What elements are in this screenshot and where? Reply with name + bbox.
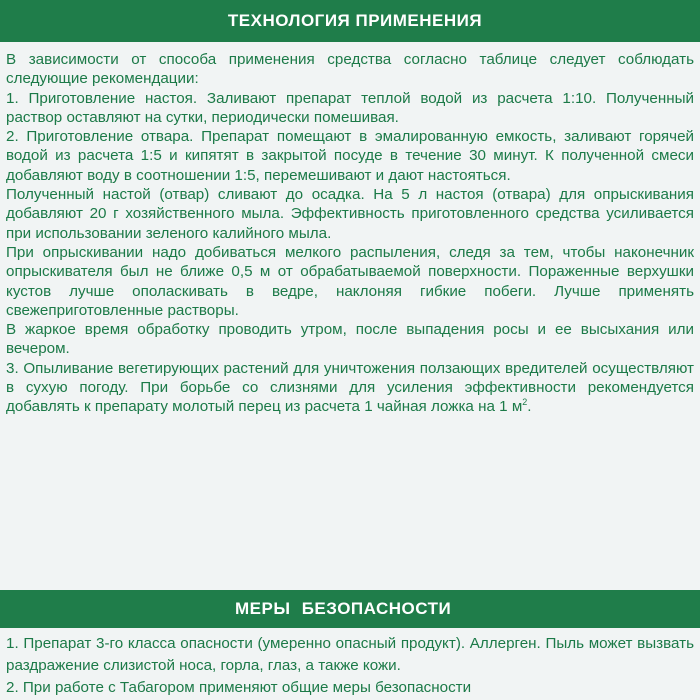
section-header-safety <box>0 590 700 628</box>
usage-item-dusting-end: . <box>527 398 532 416</box>
usage-item-infusion: 1. Приготовление настоя. Заливают препарат теплой водой из расчета 1:10. Полученный раствор оставляют на сутки, периодически помешивая. <box>6 89 694 126</box>
usage-section <box>6 50 694 417</box>
usage-item-decoction: 2. Приготовление отвара. Препарат помещают в эмалированную емкость, заливают горячей водой из расчета 1:5 и кипятят в закрытой посуде в течение 30 минут. К полученной смеси добавляют воду в соотношении 1:5, перемешивают и дают настояться. <box>6 128 694 184</box>
usage-item-dusting <box>6 359 694 417</box>
usage-paragraph-spraying: При опрыскивании надо добиваться мелкого распыления, следя за тем, чтобы наконечник опрыскивателя был не ближе 0,5 м от обрабатываемой поверхности. Пораженные верхушки кустов лучше ополаскивать в ведре, наклоняя гибкие побеги. Лучше применять свежеприготовленные растворы. <box>6 243 694 319</box>
safety-item-general-measures: 2. При работе с Табагором применяют общие меры безопасности <box>6 679 472 696</box>
section-title-safety: МЕРЫ БЕЗОПАСНОСТИ <box>235 599 452 618</box>
usage-intro: В зависимости от способа применения средства согласно таблице следует соблюдать следующие рекомендации: <box>6 51 694 88</box>
usage-paragraph-timing: В жаркое время обработку проводить утром, после выпадения росы и ее высыхания или вечером. <box>6 321 694 358</box>
superscript-square: 2 <box>522 397 528 408</box>
usage-paragraph-soap: Полученный настой (отвар) сливают до осадка. На 5 л настоя (отвара) для опрыскивания добавляют 20 г хозяйственного мыла. Эффективность приготовленного средства усиливается при использовании зеленого калийного мыла. <box>6 186 694 242</box>
safety-item-hazard-class: 1. Препарат 3-го класса опасности (умеренно опасный продукт). Аллерген. Пыль может вызвать раздражение слизистой носа, горла, глаз, а также кожи. <box>6 635 694 674</box>
safety-section <box>6 633 694 699</box>
section-title-usage: ТЕХНОЛОГИЯ ПРИМЕНЕНИЯ <box>227 11 483 30</box>
usage-item-dusting-text: 3. Опыливание вегетирующих растений для уничтожения ползающих вредителей осуществляют в сухую погоду. При борьбе со слизнями для усиления эффективности рекомендуется добавлять к препарату молотый перец из расчета 1 чайная ложка на 1 м <box>6 359 694 416</box>
section-header-usage <box>0 0 700 42</box>
